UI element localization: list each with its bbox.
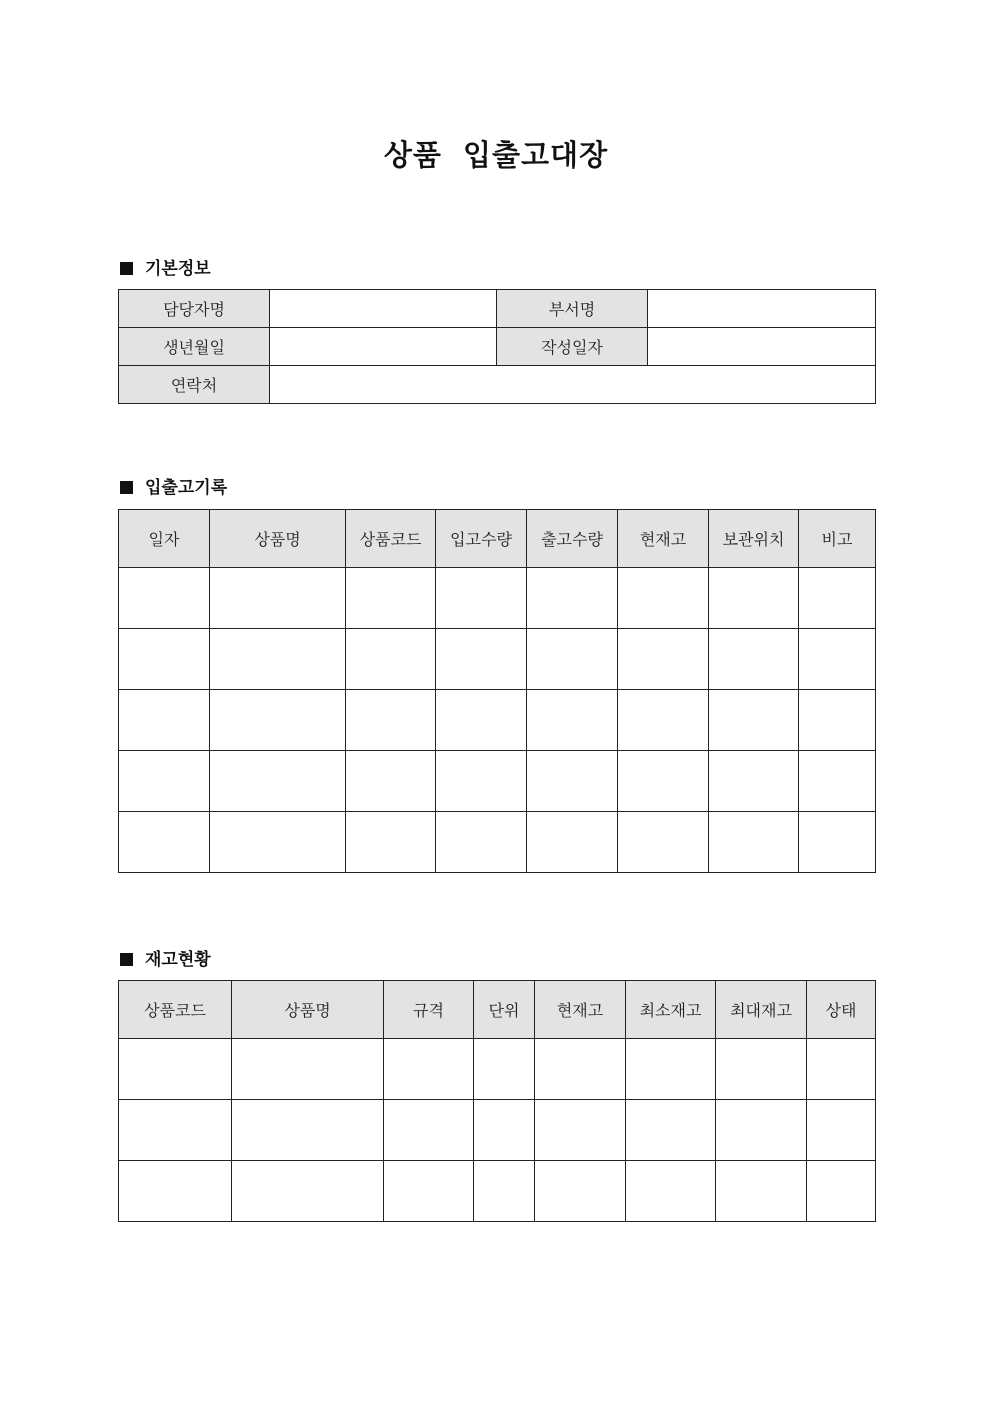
manager-label: 담당자명: [119, 290, 270, 328]
table-cell[interactable]: [807, 1100, 876, 1161]
table-cell[interactable]: [436, 812, 527, 873]
table-cell[interactable]: [799, 812, 876, 873]
table-cell[interactable]: [618, 751, 709, 812]
column-header: 규격: [384, 981, 474, 1039]
table-cell[interactable]: [346, 690, 436, 751]
table-cell[interactable]: [119, 812, 210, 873]
table-cell[interactable]: [535, 1161, 626, 1222]
table-cell[interactable]: [716, 1161, 807, 1222]
table-row: [119, 568, 876, 629]
table-cell[interactable]: [799, 690, 876, 751]
contact-field[interactable]: [270, 366, 876, 404]
table-cell[interactable]: [527, 629, 618, 690]
table-cell[interactable]: [799, 568, 876, 629]
written-date-field[interactable]: [648, 328, 876, 366]
table-row: [119, 751, 876, 812]
column-header: 최대재고: [716, 981, 807, 1039]
table-cell[interactable]: [384, 1100, 474, 1161]
records-heading: [120, 473, 227, 498]
department-field[interactable]: [648, 290, 876, 328]
stock-title: 재고현황: [145, 950, 211, 970]
manager-field[interactable]: [270, 290, 497, 328]
table-cell[interactable]: [626, 1161, 716, 1222]
stock-header-row: [119, 981, 876, 1039]
records-table: [118, 509, 876, 873]
table-cell[interactable]: [799, 629, 876, 690]
column-header: 상품명: [232, 981, 384, 1039]
table-cell[interactable]: [210, 812, 346, 873]
square-bullet-icon: [120, 481, 133, 494]
table-cell[interactable]: [436, 568, 527, 629]
department-label: 부서명: [497, 290, 648, 328]
table-cell[interactable]: [210, 629, 346, 690]
table-cell[interactable]: [232, 1039, 384, 1100]
table-cell[interactable]: [618, 629, 709, 690]
square-bullet-icon: [120, 262, 133, 275]
table-cell[interactable]: [436, 629, 527, 690]
table-row: [119, 812, 876, 873]
column-header: 상품코드: [346, 510, 436, 568]
column-header: 상품명: [210, 510, 346, 568]
birthdate-label: 생년월일: [119, 328, 270, 366]
table-cell[interactable]: [527, 812, 618, 873]
table-cell[interactable]: [210, 751, 346, 812]
table-cell[interactable]: [119, 568, 210, 629]
table-cell[interactable]: [436, 751, 527, 812]
table-cell[interactable]: [527, 568, 618, 629]
table-row: [119, 690, 876, 751]
basic-info-title: 기본정보: [145, 259, 211, 279]
column-header: 출고수량: [527, 510, 618, 568]
table-cell[interactable]: [626, 1039, 716, 1100]
column-header: 보관위치: [709, 510, 799, 568]
column-header: 비고: [799, 510, 876, 568]
table-cell[interactable]: [807, 1039, 876, 1100]
records-header-row: [119, 510, 876, 568]
table-cell[interactable]: [535, 1100, 626, 1161]
square-bullet-icon: [120, 953, 133, 966]
table-cell[interactable]: [119, 1039, 232, 1100]
table-cell[interactable]: [346, 812, 436, 873]
basic-info-table: [118, 289, 876, 404]
table-cell[interactable]: [210, 690, 346, 751]
page-title: 상품 입출고대장: [383, 138, 609, 172]
table-cell[interactable]: [709, 629, 799, 690]
table-row: [119, 1161, 876, 1222]
table-cell[interactable]: [346, 751, 436, 812]
column-header: 최소재고: [626, 981, 716, 1039]
table-cell[interactable]: [709, 751, 799, 812]
column-header: 현재고: [535, 981, 626, 1039]
table-cell[interactable]: [384, 1161, 474, 1222]
birthdate-field[interactable]: [270, 328, 497, 366]
basic-info-heading: [120, 254, 211, 279]
table-cell[interactable]: [527, 751, 618, 812]
table-cell[interactable]: [119, 1161, 232, 1222]
basic-info-row: [119, 290, 876, 328]
table-cell[interactable]: [626, 1100, 716, 1161]
table-cell[interactable]: [232, 1161, 384, 1222]
table-cell[interactable]: [527, 690, 618, 751]
table-cell[interactable]: [618, 690, 709, 751]
table-cell[interactable]: [210, 568, 346, 629]
column-header: 현재고: [618, 510, 709, 568]
table-cell[interactable]: [709, 812, 799, 873]
table-cell[interactable]: [799, 751, 876, 812]
table-cell[interactable]: [119, 1100, 232, 1161]
table-cell[interactable]: [535, 1039, 626, 1100]
column-header: 상품코드: [119, 981, 232, 1039]
table-cell[interactable]: [119, 629, 210, 690]
table-cell[interactable]: [119, 751, 210, 812]
column-header: 입고수량: [436, 510, 527, 568]
column-header: 상태: [807, 981, 876, 1039]
basic-info-row: [119, 328, 876, 366]
written-date-label: 작성일자: [497, 328, 648, 366]
basic-info-row: [119, 366, 876, 404]
table-cell[interactable]: [618, 568, 709, 629]
column-header: 단위: [474, 981, 535, 1039]
table-cell[interactable]: [807, 1161, 876, 1222]
stock-table: [118, 980, 876, 1222]
table-cell[interactable]: [474, 1161, 535, 1222]
table-cell[interactable]: [618, 812, 709, 873]
table-cell[interactable]: [474, 1100, 535, 1161]
stock-heading: [120, 945, 211, 970]
table-row: [119, 1039, 876, 1100]
table-cell[interactable]: [119, 690, 210, 751]
column-header: 일자: [119, 510, 210, 568]
table-cell[interactable]: [709, 690, 799, 751]
table-cell[interactable]: [346, 629, 436, 690]
table-cell[interactable]: [709, 568, 799, 629]
table-cell[interactable]: [716, 1100, 807, 1161]
contact-label: 연락처: [119, 366, 270, 404]
table-cell[interactable]: [232, 1100, 384, 1161]
table-cell[interactable]: [474, 1039, 535, 1100]
table-cell[interactable]: [384, 1039, 474, 1100]
table-cell[interactable]: [716, 1039, 807, 1100]
table-cell[interactable]: [346, 568, 436, 629]
table-row: [119, 1100, 876, 1161]
records-title: 입출고기록: [145, 478, 228, 498]
table-row: [119, 629, 876, 690]
table-cell[interactable]: [436, 690, 527, 751]
